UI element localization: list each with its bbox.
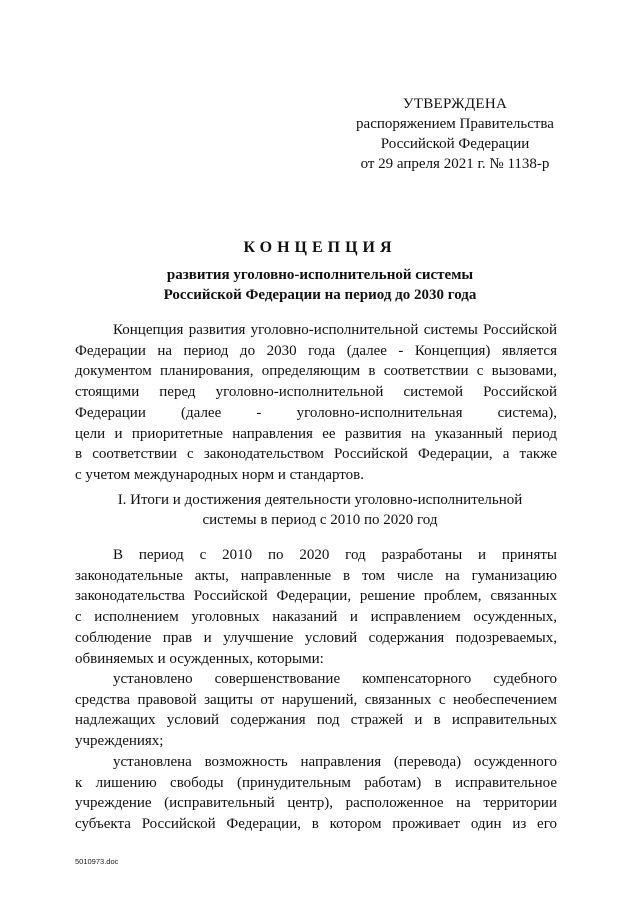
approval-line: Российской Федерации xyxy=(380,136,530,152)
text-line: В период с 2010 по 2020 год разработаны и приняты xyxy=(113,547,557,563)
text-line: надлежащих условий содержания под стражей и в исправительных xyxy=(75,712,557,729)
text-line: обвиняемых и осужденных, которыми: xyxy=(75,650,324,667)
text-line: соблюдение прав и улучшение условий содержания подозреваемых, xyxy=(75,629,557,646)
text-line: законодательства Российской Федерации, решение проблем, связанных xyxy=(75,588,557,605)
body-paragraph xyxy=(75,545,557,669)
section-heading-line: I. Итоги и достижения деятельности уголовно-исполнительной xyxy=(117,492,523,508)
section-heading xyxy=(0,490,640,530)
text-line: Концепция развития уголовно-исполнительной системы Российской xyxy=(113,322,557,338)
text-line: средства правовой защиты от нарушений, связанных с необеспечением xyxy=(75,691,557,708)
text-line: субъекта Российской Федерации, в котором проживает один из его xyxy=(75,816,557,833)
subtitle-line: развития уголовно-исполнительной системы xyxy=(166,267,474,283)
text-line: учреждениях; xyxy=(75,733,164,750)
intro-paragraph xyxy=(75,320,557,486)
text-line: документом планирования, определяющим в соответствии с вызовами, xyxy=(75,363,557,380)
approval-line: распоряжением Правительства xyxy=(356,116,554,132)
approval-block xyxy=(330,94,580,174)
text-line: стоящими перед уголовно-исполнительной системой Российской xyxy=(75,384,557,401)
body-paragraph xyxy=(75,669,557,752)
text-line: с исполнением уголовных наказаний и исправлением осужденных, xyxy=(75,609,557,626)
text-line: учреждение (исправительный центр), расположенное на территории xyxy=(75,795,557,812)
text-line: Федерации на период до 2030 года (далее - Концепция) является xyxy=(75,342,557,359)
body-paragraph xyxy=(75,752,557,835)
text-line: Федерации (далее - уголовно-исполнительная система), xyxy=(75,404,557,421)
text-line: с учетом международных норм и стандартов. xyxy=(75,466,364,483)
approval-date: от 29 апреля 2021 г. № 1138-р xyxy=(360,156,550,172)
text-line: цели и приоритетные направления ее развития на указанный период xyxy=(75,425,557,442)
text-line: законодательные акты, направленные в том числе на гуманизацию xyxy=(75,567,557,584)
section-heading-line: системы в период с 2010 по 2020 год xyxy=(202,512,438,528)
text-line: в соответствии с законодательством Российской Федерации, а также xyxy=(75,446,557,463)
text-line: установлено совершенствование компенсаторного судебного xyxy=(113,671,557,687)
text-line: установлена возможность направления (перевода) осужденного xyxy=(113,754,557,770)
text-line: к лишению свободы (принудительным работам) в исправительное xyxy=(75,774,557,791)
approval-heading: УТВЕРЖДЕНА xyxy=(402,96,508,112)
document-subtitle xyxy=(0,265,640,305)
document-title: КОНЦЕПЦИЯ xyxy=(243,239,397,256)
file-name-footer: 5010973.doc xyxy=(75,857,119,866)
subtitle-line: Российской Федерации на период до 2030 года xyxy=(163,287,477,303)
